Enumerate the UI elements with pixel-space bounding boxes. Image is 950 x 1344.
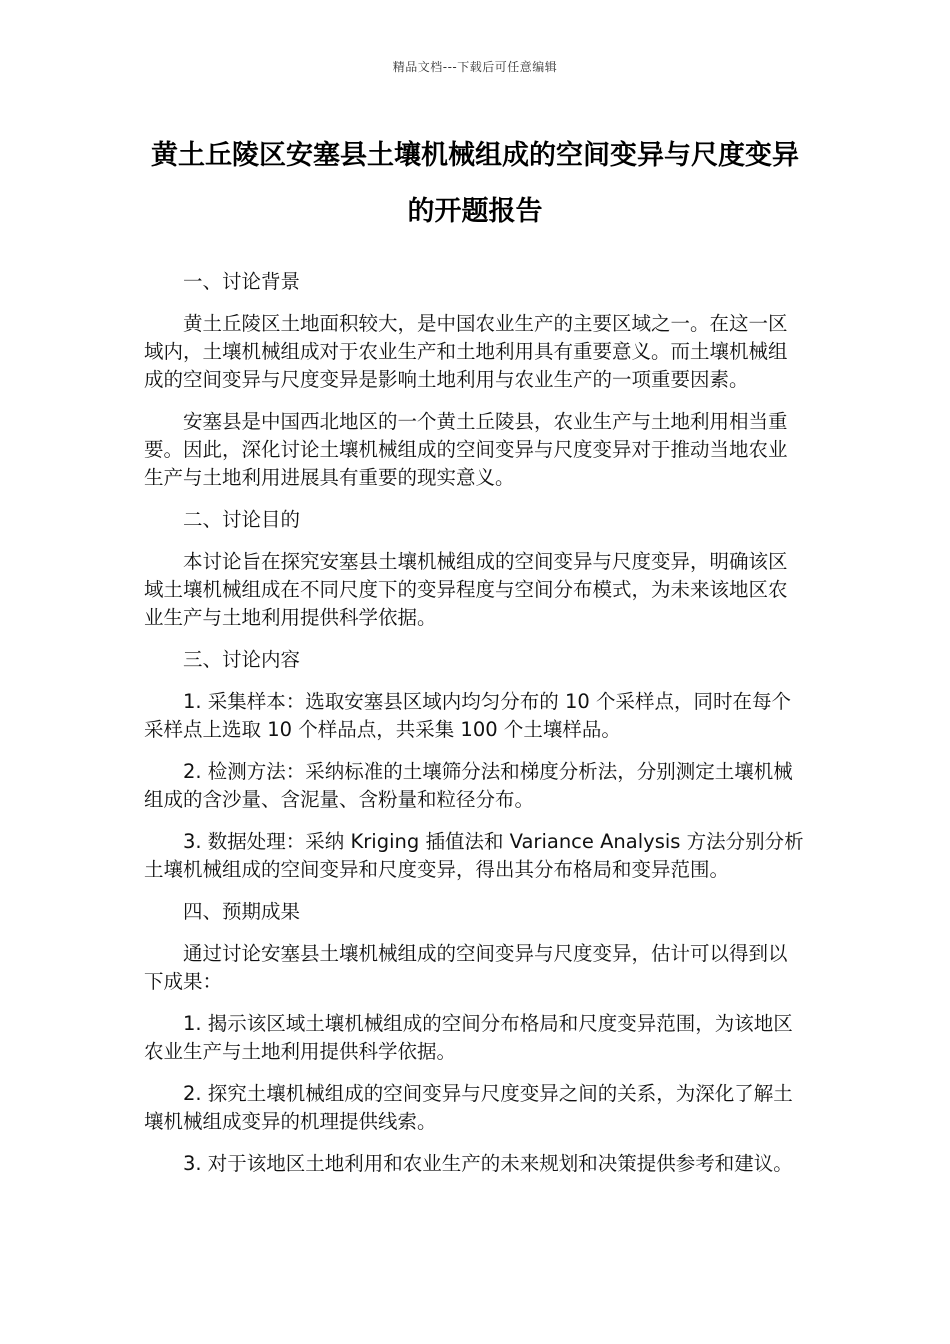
paragraph: 黄土丘陵区土地面积较大，是中国农业生产的主要区域之一。在这一区域内，土壤机械组成对于农业生产和土地利用具有重要意义。而土壤机械组成的空间变异与尺度变异是影响土地利用与农业生产的一项重要因素。	[144, 312, 788, 391]
section-heading-purpose: 二、讨论目的	[183, 508, 301, 531]
list-item: 2. 探究土壤机械组成的空间变异与尺度变异之间的关系，为深化了解土壤机械组成变异的机理提供线索。	[144, 1082, 793, 1133]
list-item: 1. 揭示该区域土壤机械组成的空间分布格局和尺度变异范围，为该地区农业生产与土地利用提供科学依据。	[144, 1012, 793, 1063]
section-heading-background: 一、讨论背景	[183, 270, 301, 293]
paragraph: 通过讨论安塞县土壤机械组成的空间变异与尺度变异，估计可以得到以下成果：	[144, 942, 788, 993]
list-item: 3. 对于该地区土地利用和农业生产的未来规划和决策提供参考和建议。	[183, 1152, 793, 1175]
header-note: 精品文档---下载后可任意编辑	[392, 60, 558, 74]
paragraph: 安塞县是中国西北地区的一个黄土丘陵县，农业生产与土地利用相当重要。因此，深化讨论土壤机械组成的空间变异与尺度变异对于推动当地农业生产与土地利用进展具有重要的现实意义。	[144, 410, 788, 489]
document-title: 黄土丘陵区安塞县土壤机械组成的空间变异与尺度变异的开题报告	[151, 140, 799, 227]
paragraph: 本讨论旨在探究安塞县土壤机械组成的空间变异与尺度变异，明确该区域土壤机械组成在不同尺度下的变异程度与空间分布模式，为未来该地区农业生产与土地利用提供科学依据。	[144, 550, 788, 629]
document-body	[144, 268, 804, 1192]
list-item: 1. 采集样本：选取安塞县区域内均匀分布的 10 个采样点，同时在每个采样点上选取 10 个样品点，共采集 100 个土壤样品。	[144, 690, 792, 741]
section-heading-content: 三、讨论内容	[183, 648, 301, 671]
list-item: 3. 数据处理：采纳 Kriging 插值法和 Variance Analysis 方法分别分析土壤机械组成的空间变异和尺度变异，得出其分布格局和变异范围。	[144, 830, 804, 881]
section-heading-results: 四、预期成果	[183, 900, 301, 923]
list-item: 2. 检测方法：采纳标准的土壤筛分法和梯度分析法，分别测定土壤机械组成的含沙量、含泥量、含粉量和粒径分布。	[144, 760, 793, 811]
